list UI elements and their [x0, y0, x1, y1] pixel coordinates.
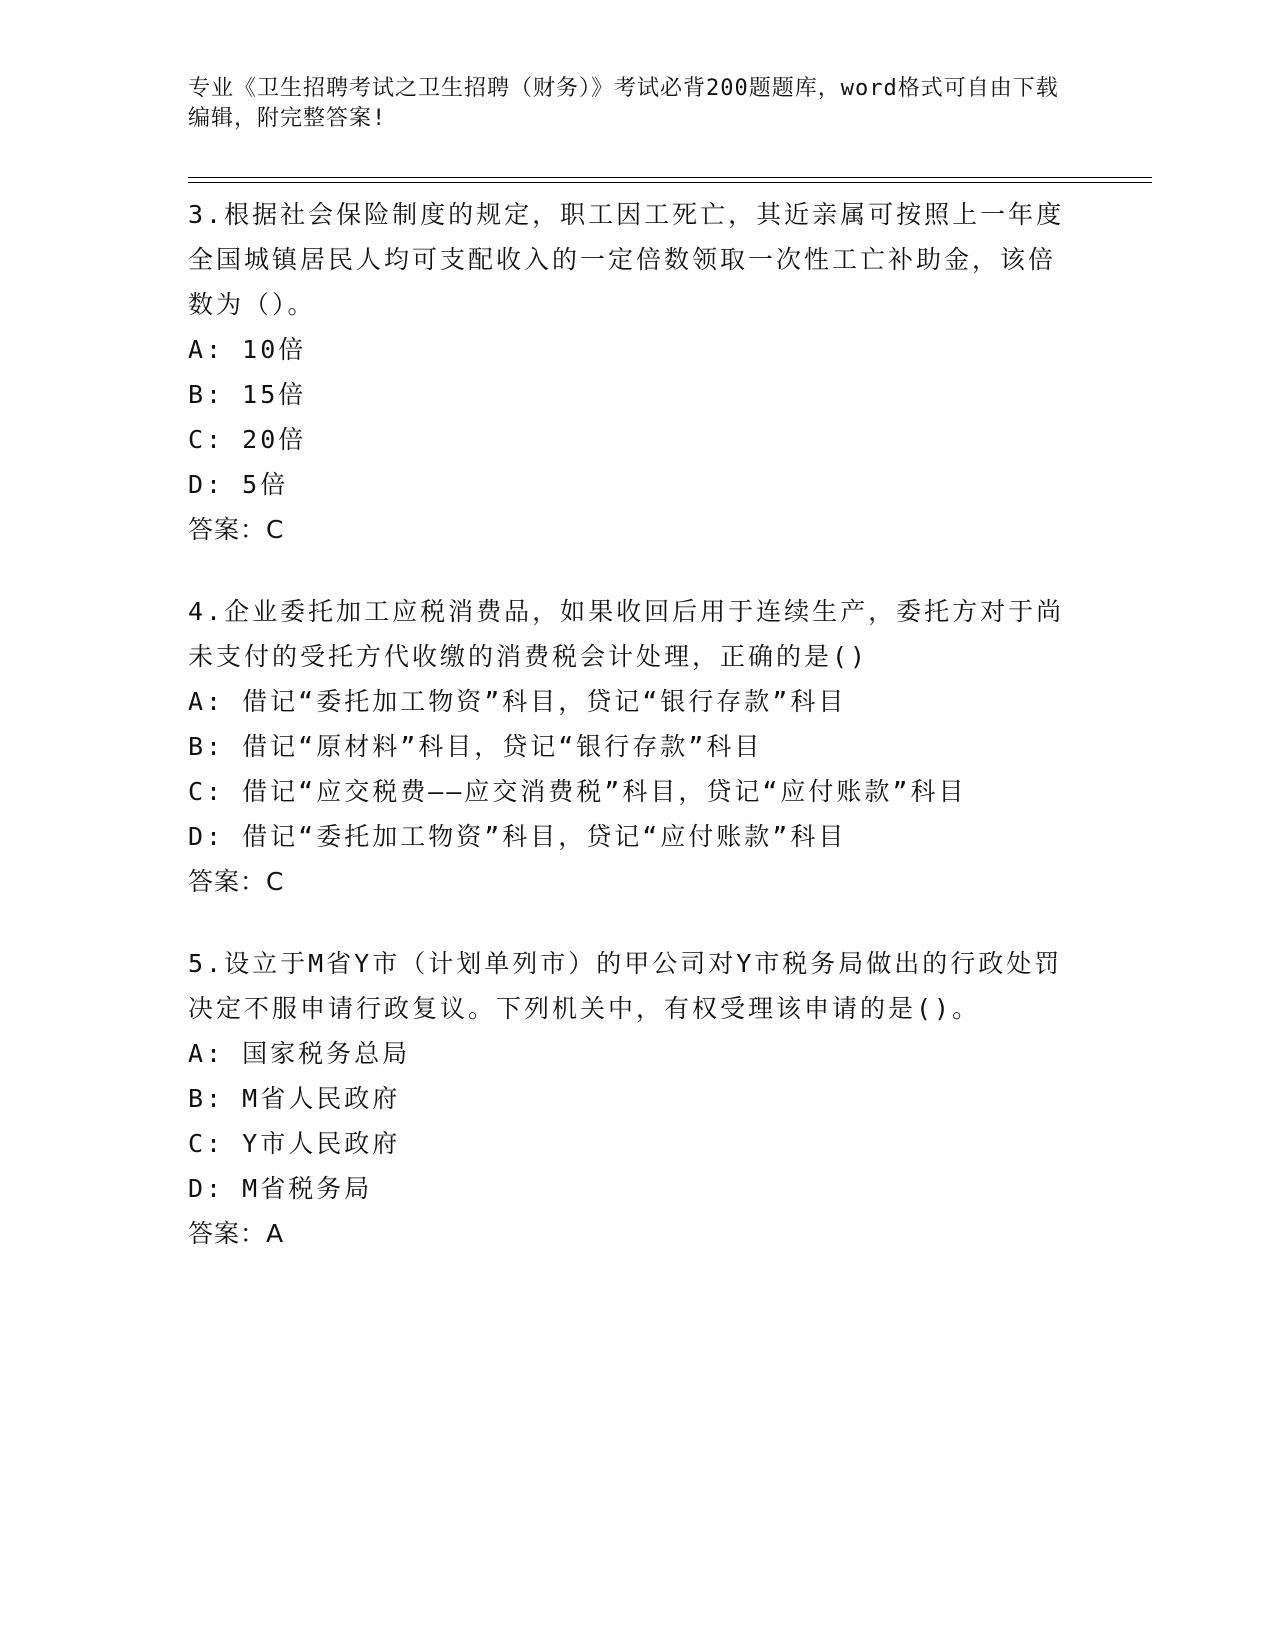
option-d: D: 借记“委托加工物资”科目，贷记“应付账款”科目 [188, 822, 847, 851]
option-a: A: 国家税务总局 [188, 1039, 411, 1068]
question-3 [188, 192, 1068, 552]
answer-line: 答案：A [188, 1219, 285, 1248]
option-a: A: 10倍 [188, 335, 307, 364]
option-c: C: 20倍 [188, 425, 307, 454]
option-c: C: Y市人民政府 [188, 1129, 401, 1158]
answer-line: 答案：C [188, 867, 285, 896]
question-stem: 4.企业委托加工应税消费品，如果收回后用于连续生产，委托方对于尚未支付的受托方代收缴的消费税会计处理，正确的是() [188, 597, 1065, 671]
option-b: B: M省人民政府 [188, 1084, 401, 1113]
question-stem: 5.设立于M省Y市（计划单列市）的甲公司对Y市税务局做出的行政处罚决定不服申请行政复议。下列机关中，有权受理该申请的是()。 [188, 949, 1063, 1023]
document-intro: 专业《卫生招聘考试之卫生招聘（财务）》考试必背200题题库，word格式可自由下载编辑，附完整答案! [188, 76, 1059, 131]
header-divider-bottom [188, 182, 1152, 183]
option-c: C: 借记“应交税费——应交消费税”科目，贷记“应付账款”科目 [188, 777, 967, 806]
option-d: D: 5倍 [188, 470, 289, 499]
option-b: B: 借记“原材料”科目，贷记“银行存款”科目 [188, 732, 763, 761]
header-divider-top [188, 177, 1152, 178]
option-b: B: 15倍 [188, 380, 307, 409]
question-5 [188, 941, 1068, 1256]
question-stem: 3.根据社会保险制度的规定，职工因工死亡，其近亲属可按照上一年度全国城镇居民人均可支配收入的一定倍数领取一次性工亡补助金，该倍数为（）。 [188, 200, 1065, 319]
question-list [188, 192, 1068, 1293]
answer-line: 答案：C [188, 515, 285, 544]
option-d: D: M省税务局 [188, 1174, 373, 1203]
question-4 [188, 589, 1068, 904]
option-a: A: 借记“委托加工物资”科目，贷记“银行存款”科目 [188, 687, 847, 716]
